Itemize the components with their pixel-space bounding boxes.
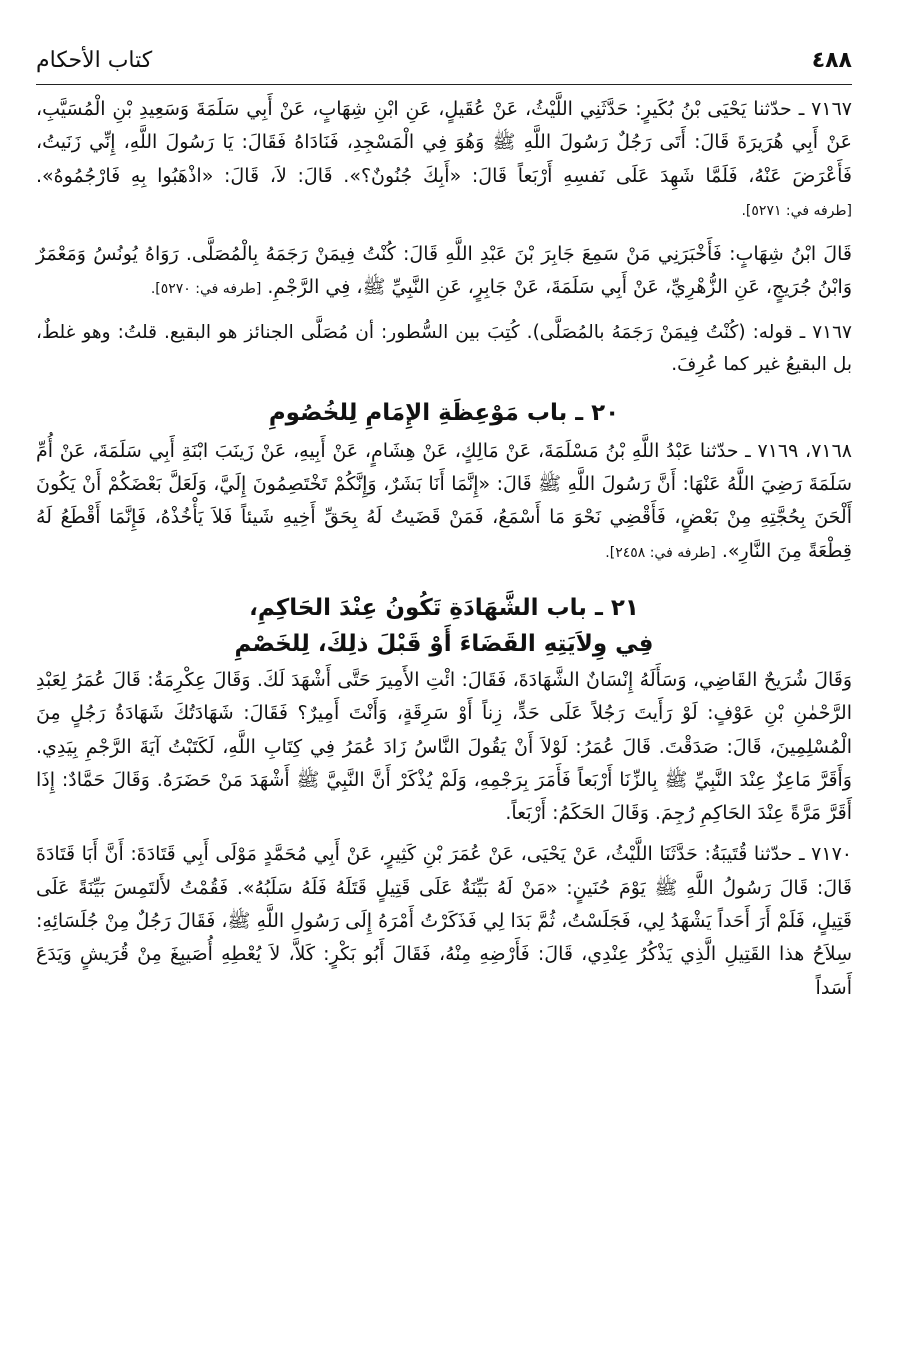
hadith-text: قَالَ ابْنُ شِهَابٍ: فَأَخْبَرَنِي مَنْ سَمِعَ جَابِرَ بْنَ عَبْدِ اللَّهِ قَالَ: كُنْتُ فِيمَنْ رَجَمَهُ بِالْمُصَلَّى. رَوَاهُ يُونُسُ وَمَعْمَرٌ وَابْنُ جُرَيجٍ، عَنِ الزُّهْرِيِّ، عَنْ أَبِي سَلَمَةَ، عَنْ جَابِرٍ، عَنِ النَّبِيِّ ﷺ، فِي الرَّجْمِ. bbox=[36, 243, 852, 299]
book-title: كتاب الأحكام bbox=[36, 48, 153, 73]
chapter-21-title-line2: فِي وِلاَيَتِهِ القَضَاءَ أَوْ قَبْلَ ذلِكَ، لِلخَصْمِ bbox=[234, 630, 654, 657]
hadith-7170: ٧١٧٠ ـ حدّثنا قُتَيبَةُ: حَدَّثَنَا اللَّيْثُ، عَنْ يَحْيَى، عَنْ عُمَرَ بْنِ كَثِيرٍ، عَنْ أَبِي مُحَمَّدٍ مَوْلَى أَبِي قَتَادَةَ: أَنَّ أَبَا قَتَادَةَ قَالَ: قَالَ رَسُولُ اللَّهِ ﷺ يَوْمَ حُنَينٍ: «مَنْ لَهُ بَيِّنَةٌ عَلَى قَتِيلٍ قَتَلَهُ فَلَهُ سَلَبُهُ». فَقُمْتُ لأَلتَمِسَ بَيِّنَةً عَلَى قَتِيلٍ، فَلَمْ أَرَ أَحَداً يَشْهَدُ لِي، فَجَلَسْتُ، ثُمَّ بَدَا لِي فَذَكَرْتُ أَمْرَهُ إِلَى رَسُولِ اللَّهِ ﷺ، فَقَالَ رَجُلٌ مِنْ جُلَسَائِهِ: سِلاَحُ هذا القَتِيلِ الَّذِي يَذْكُرُ عِنْدِي، قَالَ: فَأَرْضِهِ مِنْهُ، فَقَالَ أَبُو بَكْرٍ: كَلاَّ، لاَ يُعْطِهِ أُصَيبِغَ مِنْ قُرَيشٍ وَيَدَعَ أَسَداً bbox=[36, 843, 852, 999]
hadith-7167-block bbox=[36, 93, 852, 228]
cross-reference: [طرفه في: ٥٢٧١]. bbox=[741, 202, 852, 219]
hadith-7167 bbox=[36, 93, 852, 228]
commentary-7167: ٧١٦٧ ـ قوله: (كُنْتُ فِيمَنْ رَجَمَهُ بالمُصَلَّى). كُتِبَ بين السُّطور: أن مُصَلَّى الجنائز هو البقيع. قلتُ: وهو غلطٌ، بل البقيعُ غير كما عُرِفَ. bbox=[36, 321, 852, 375]
cross-reference: [طرفه في: ٥٢٧٠]. bbox=[150, 281, 262, 298]
chapter-21 bbox=[36, 590, 852, 1005]
hadith-text: ٧١٦٨، ٧١٦٩ ـ حدّثنا عَبْدُ اللَّهِ بْنُ مَسْلَمَةَ، عَنْ مَالِكٍ، عَنْ هِشَامٍ، عَنْ أَبِيهِ، عَنْ زَينَبَ ابْنَةِ أَبِي سَلَمَةَ، عَنْ أُمِّ سَلَمَةَ رَضِيَ اللَّهُ عَنْهَا: أَنَّ رَسُولَ اللَّهِ ﷺ قَالَ: «إِنَّمَا أَنَا بَشَرٌ، وَإِنَّكُمْ تَخْتَصِمُونَ إِلَيَّ، وَلَعَلَّ بَعْضَكُمْ أَنْ يَكُونَ أَلْحَنَ بِحُجَّتِهِ مِنْ بَعْضٍ، فَأَقْضِي نَحْوَ مَا أَسْمَعُ، فَمَنْ قَضَيتُ لَهُ بِحَقِّ أَخِيهِ شَيئاً فَلاَ يَأْخُذْهُ، فَإِنَّمَا أَقْطَعُ لَهُ قِطْعَةً مِنَ النَّارِ». bbox=[36, 439, 853, 562]
commentary-block bbox=[36, 317, 852, 381]
hadith-7168-7169 bbox=[36, 435, 852, 570]
chapter-20-title: ٢٠ ـ باب مَوْعِظَةِ الإِمَامِ لِلخُصُومِ bbox=[268, 399, 620, 426]
hadith-ibn-shihab bbox=[36, 238, 852, 307]
hadith-text: ٧١٦٧ ـ حدّثنا يَحْيَى بْنُ بُكَيرٍ: حَدَّثَنِي اللَّيْثُ، عَنْ عُقَيلٍ، عَنِ ابْنِ شِهَابٍ، عَنْ أَبِي سَلَمَةَ وَسَعِيدِ بْنِ الْمُسَيَّبِ، عَنْ أَبِي هُرَيرَةَ قَالَ: أَتَى رَجُلٌ رَسُولَ اللَّهِ ﷺ وَهُوَ فِي الْمَسْجِدِ، فَنَادَاهُ فَقَالَ: يَا رَسُولَ اللَّهِ، إِنِّي زَنَيتُ، فَأَعْرَضَ عَنْهُ، فَلَمَّا شَهِدَ عَلَى نَفسِهِ أَرْبَعاً قَالَ: «أَبِكَ جُنُونٌ؟». قَالَ: لاَ، قَالَ: «اذْهَبُوا بِهِ فَارْجُمُوهُ». bbox=[36, 98, 852, 187]
page-number: ٤٨٨ bbox=[811, 48, 852, 73]
page-header bbox=[36, 48, 852, 85]
cross-reference: [طرفه في: ٢٤٥٨]. bbox=[605, 544, 716, 561]
chapter-21-title-line1: ٢١ ـ باب الشَّهَادَةِ تَكُونُ عِنْدَ الحَاكِمِ، bbox=[249, 594, 639, 621]
chapter-21-intro: وَقَالَ شُرَيحٌ القَاضِي، وَسَأَلَهُ إِنْسَانٌ الشَّهَادَةَ، فَقَالَ: ائْتِ الأَمِيرَ حَتَّى أَشْهَدَ لَكَ. وَقَالَ عِكْرِمَةُ: قَالَ عُمَرُ لِعَبْدِ الرَّحْمٰنِ بْنِ عَوْفٍ: لَوْ رَأَيتَ رَجُلاً عَلَى حَدٍّ، زِناً أَوْ سَرِقَةٍ، وَأَنْتَ أَمِيرٌ؟ فَقَالَ: شَهَادَتُكَ شَهَادَةُ رَجُلٍ مِنَ الْمُسْلِمِينَ، قَالَ: صَدَقْتَ. قَالَ عُمَرُ: لَوْلاَ أَنْ يَقُولَ النَّاسُ زَادَ عُمَرُ فِي كِتَابِ اللَّهِ، لَكَتَبْتُ آيَةَ الرَّجْمِ بِيَدِي. وَأَقَرَّ مَاعِزٌ عِنْدَ النَّبِيِّ ﷺ بِالزِّنَا أَرْبَعاً فَأَمَرَ بِرَجْمِهِ، وَلَمْ يُذْكَرْ أَنَّ النَّبِيَّ ﷺ أَشْهَدَ مَنْ حَضَرَهُ. وَقَالَ حَمَّادٌ: إِذَا أَقَرَّ مَرَّةً عِنْدَ الحَاكِمِ رُجِمَ. وَقَالَ الحَكَمُ: أَرْبَعاً. bbox=[36, 668, 852, 825]
hadith-ibn-shihab-block bbox=[36, 238, 852, 307]
chapter-20 bbox=[36, 395, 852, 570]
